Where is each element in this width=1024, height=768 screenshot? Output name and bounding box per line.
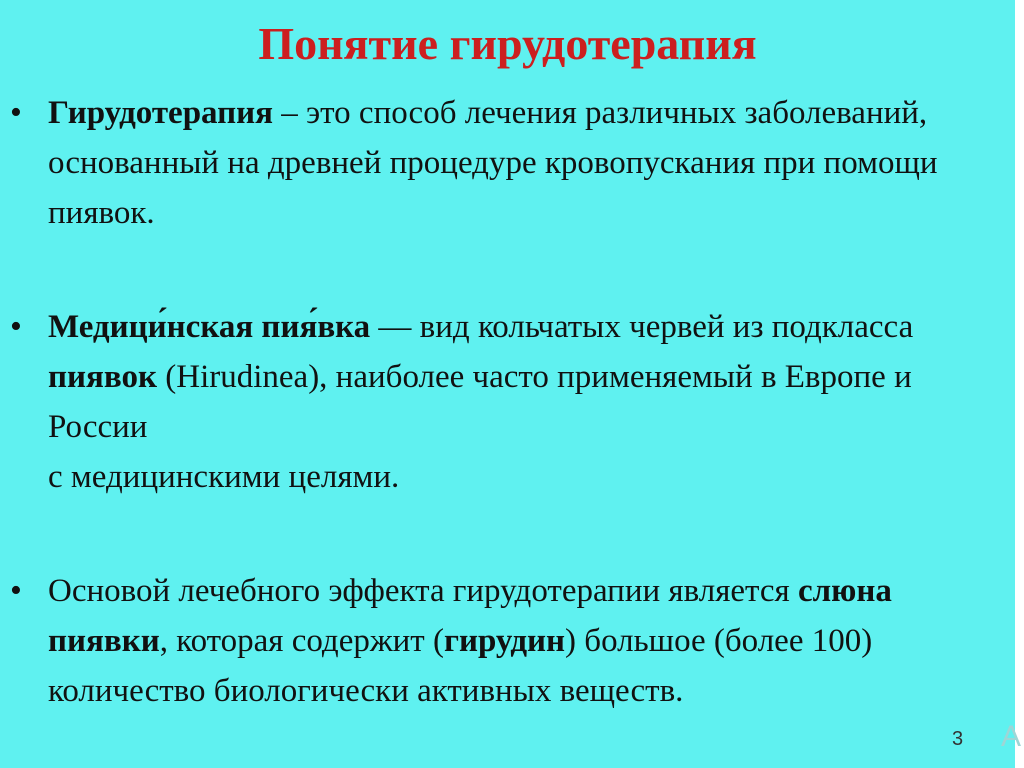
bullet-text-normal: , которая содержит ( <box>159 623 444 659</box>
bullet-text <box>48 566 998 716</box>
bullet-text-normal: – это способ лечения различных заболеваний, основанный на древней процедуре кровопускания при помощи пиявок. <box>48 95 938 231</box>
bullet-text <box>48 88 998 238</box>
bullet-text-normal: ) большое (более 100) количество биологически активных веществ. <box>48 623 873 709</box>
bullet-text-bold: Медици́нская пия́вка <box>48 309 371 345</box>
bullet-text-normal: — вид кольчатых червей из подкласса <box>370 309 914 345</box>
bullet-text-bold: слюна пиявки <box>48 573 892 659</box>
page-number: 3 <box>952 728 964 750</box>
bullet-dot: • <box>10 572 22 609</box>
bullet-text <box>48 302 998 502</box>
bullet-dot: • <box>10 308 22 345</box>
bullet-text-normal: Основой лечебного эффекта гирудотерапии является <box>48 573 798 609</box>
bullet-text-bold: Гирудотерапия <box>48 95 274 131</box>
bullet-text-normal: (Hirudinea), наиболее часто применяемый в Европе и России <box>48 359 912 445</box>
edge-watermark: А <box>1001 720 1022 753</box>
bullet-dot: • <box>10 94 22 131</box>
bullet-text-bold: гирудин <box>443 623 566 659</box>
bullet-text-normal: с медицинскими целями. <box>48 459 400 495</box>
slide-title: Понятие гирудотерапия <box>258 18 757 69</box>
bullet-text-bold: пиявок <box>48 359 157 395</box>
